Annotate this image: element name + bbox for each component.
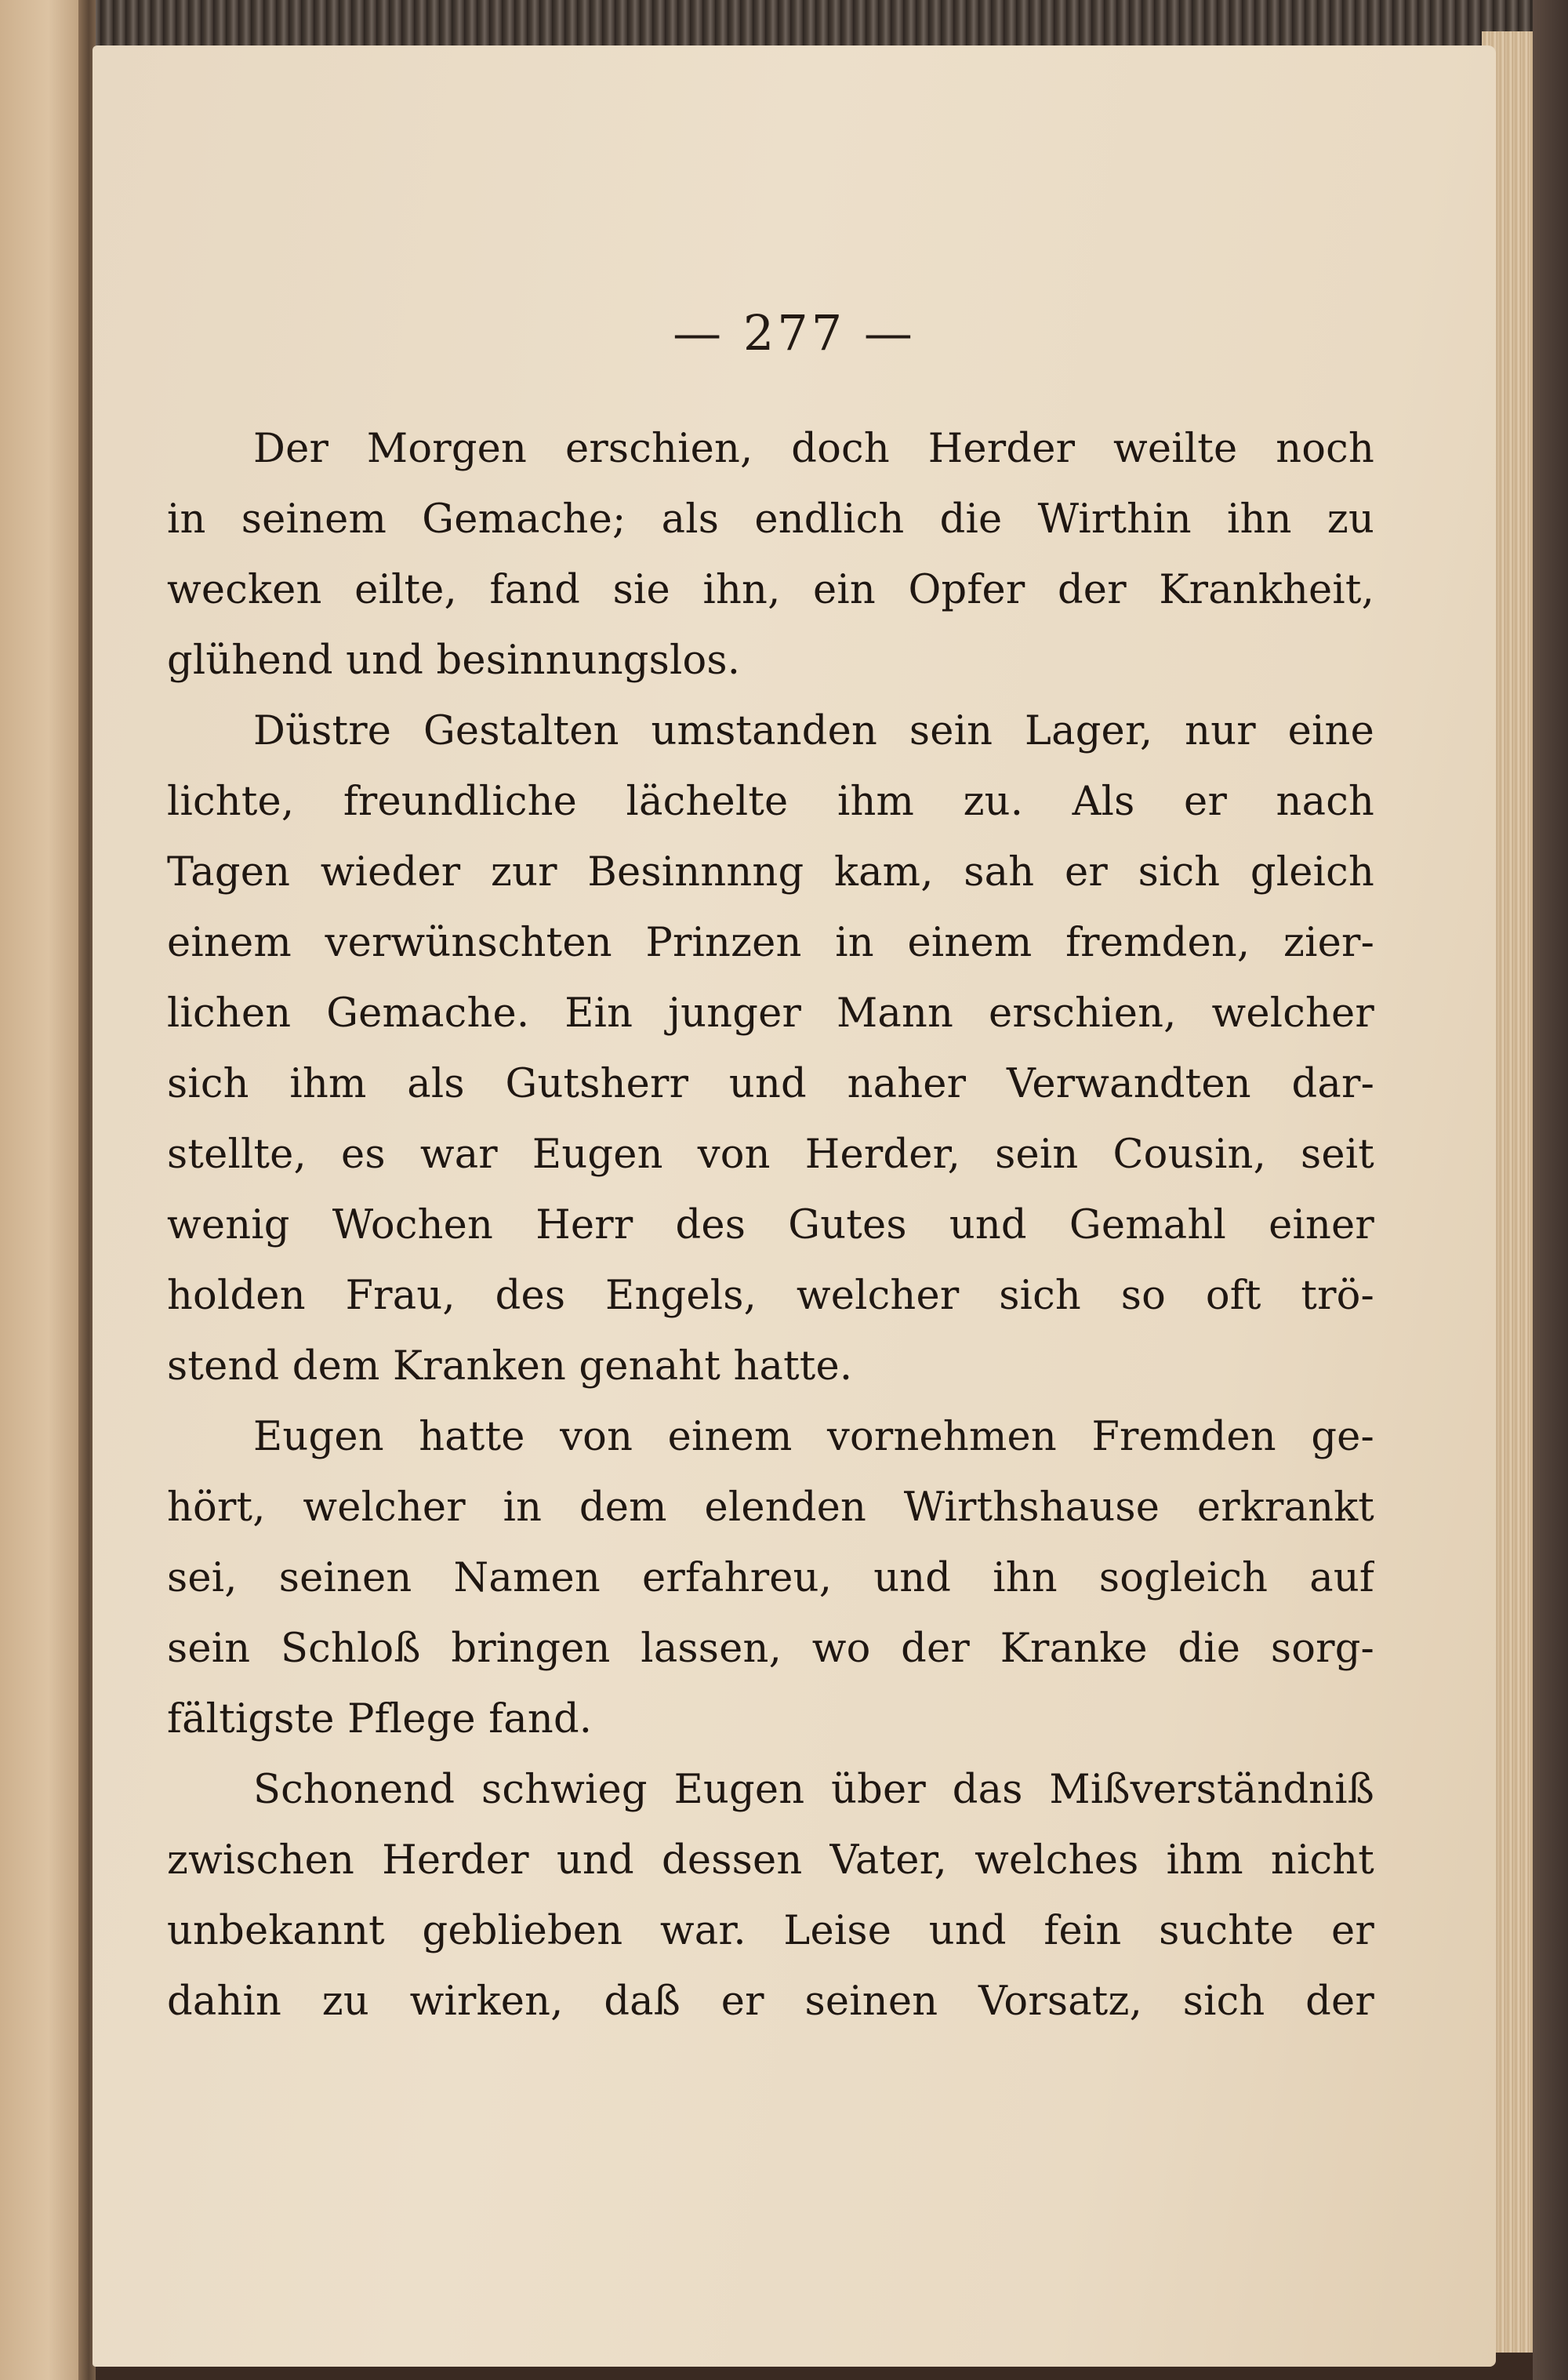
text-line: stend dem Kranken genaht hatte. [167, 1343, 853, 1390]
page-number: — 277 — [673, 304, 916, 362]
text-line: stellte, es war Eugen von Herder, sein Cousin, seit [167, 1132, 1374, 1178]
text-line: holden Frau, des Engels, welcher sich so oft trö- [167, 1273, 1374, 1319]
text-line: wecken eilte, fand sie ihn, ein Opfer der Krankheit, [167, 567, 1374, 613]
paragraph-2 [167, 696, 1374, 1402]
facing-page-edge [0, 0, 88, 2380]
text-line: dahin zu wirken, daß er seinen Vorsatz, sich der [167, 1978, 1374, 2025]
book-page [93, 45, 1496, 2367]
text-line: glühend und besinnungslos. [167, 638, 741, 684]
text-line: in seinem Gemache; als endlich die Wirthin ihn zu [167, 496, 1374, 543]
text-line: sich ihm als Gutsherr und naher Verwandten dar- [167, 1061, 1374, 1107]
text-line: zwischen Herder und dessen Vater, welches ihm nicht [167, 1837, 1374, 1884]
text-line: einem verwünschten Prinzen in einem fremden, zier- [167, 920, 1374, 966]
paragraph-4 [167, 1755, 1374, 2037]
page-text [167, 414, 1374, 2037]
paragraph-3 [167, 1402, 1374, 1755]
text-line: Schonend schwieg Eugen über das Mißverständniß [253, 1767, 1374, 1813]
text-line: wenig Wochen Herr des Gutes und Gemahl einer [167, 1202, 1374, 1248]
text-line: Düstre Gestalten umstanden sein Lager, nur eine [253, 708, 1374, 754]
text-line: sein Schloß bringen lassen, wo der Kranke die sorg- [167, 1626, 1374, 1672]
text-line: lichen Gemache. Ein junger Mann erschien, welcher [167, 990, 1374, 1037]
text-line: Tagen wieder zur Besinnnng kam, sah er sich gleich [167, 849, 1374, 896]
paragraph-1 [167, 414, 1374, 696]
book-binding-top [0, 0, 1568, 47]
text-line: Der Morgen erschien, doch Herder weilte noch [253, 426, 1374, 472]
book-cover-edge [1533, 0, 1568, 2380]
text-line: hört, welcher in dem elenden Wirthshause erkrankt [167, 1484, 1374, 1531]
text-line: sei, seinen Namen erfahreu, und ihn sogleich auf [167, 1555, 1374, 1601]
text-line: Eugen hatte von einem vornehmen Fremden ge- [253, 1414, 1374, 1460]
text-line: fältigste Pflege fand. [167, 1696, 593, 1742]
text-line: unbekannt geblieben war. Leise und fein suchte er [167, 1908, 1374, 1954]
text-line: lichte, freundliche lächelte ihm zu. Als er nach [167, 779, 1374, 825]
